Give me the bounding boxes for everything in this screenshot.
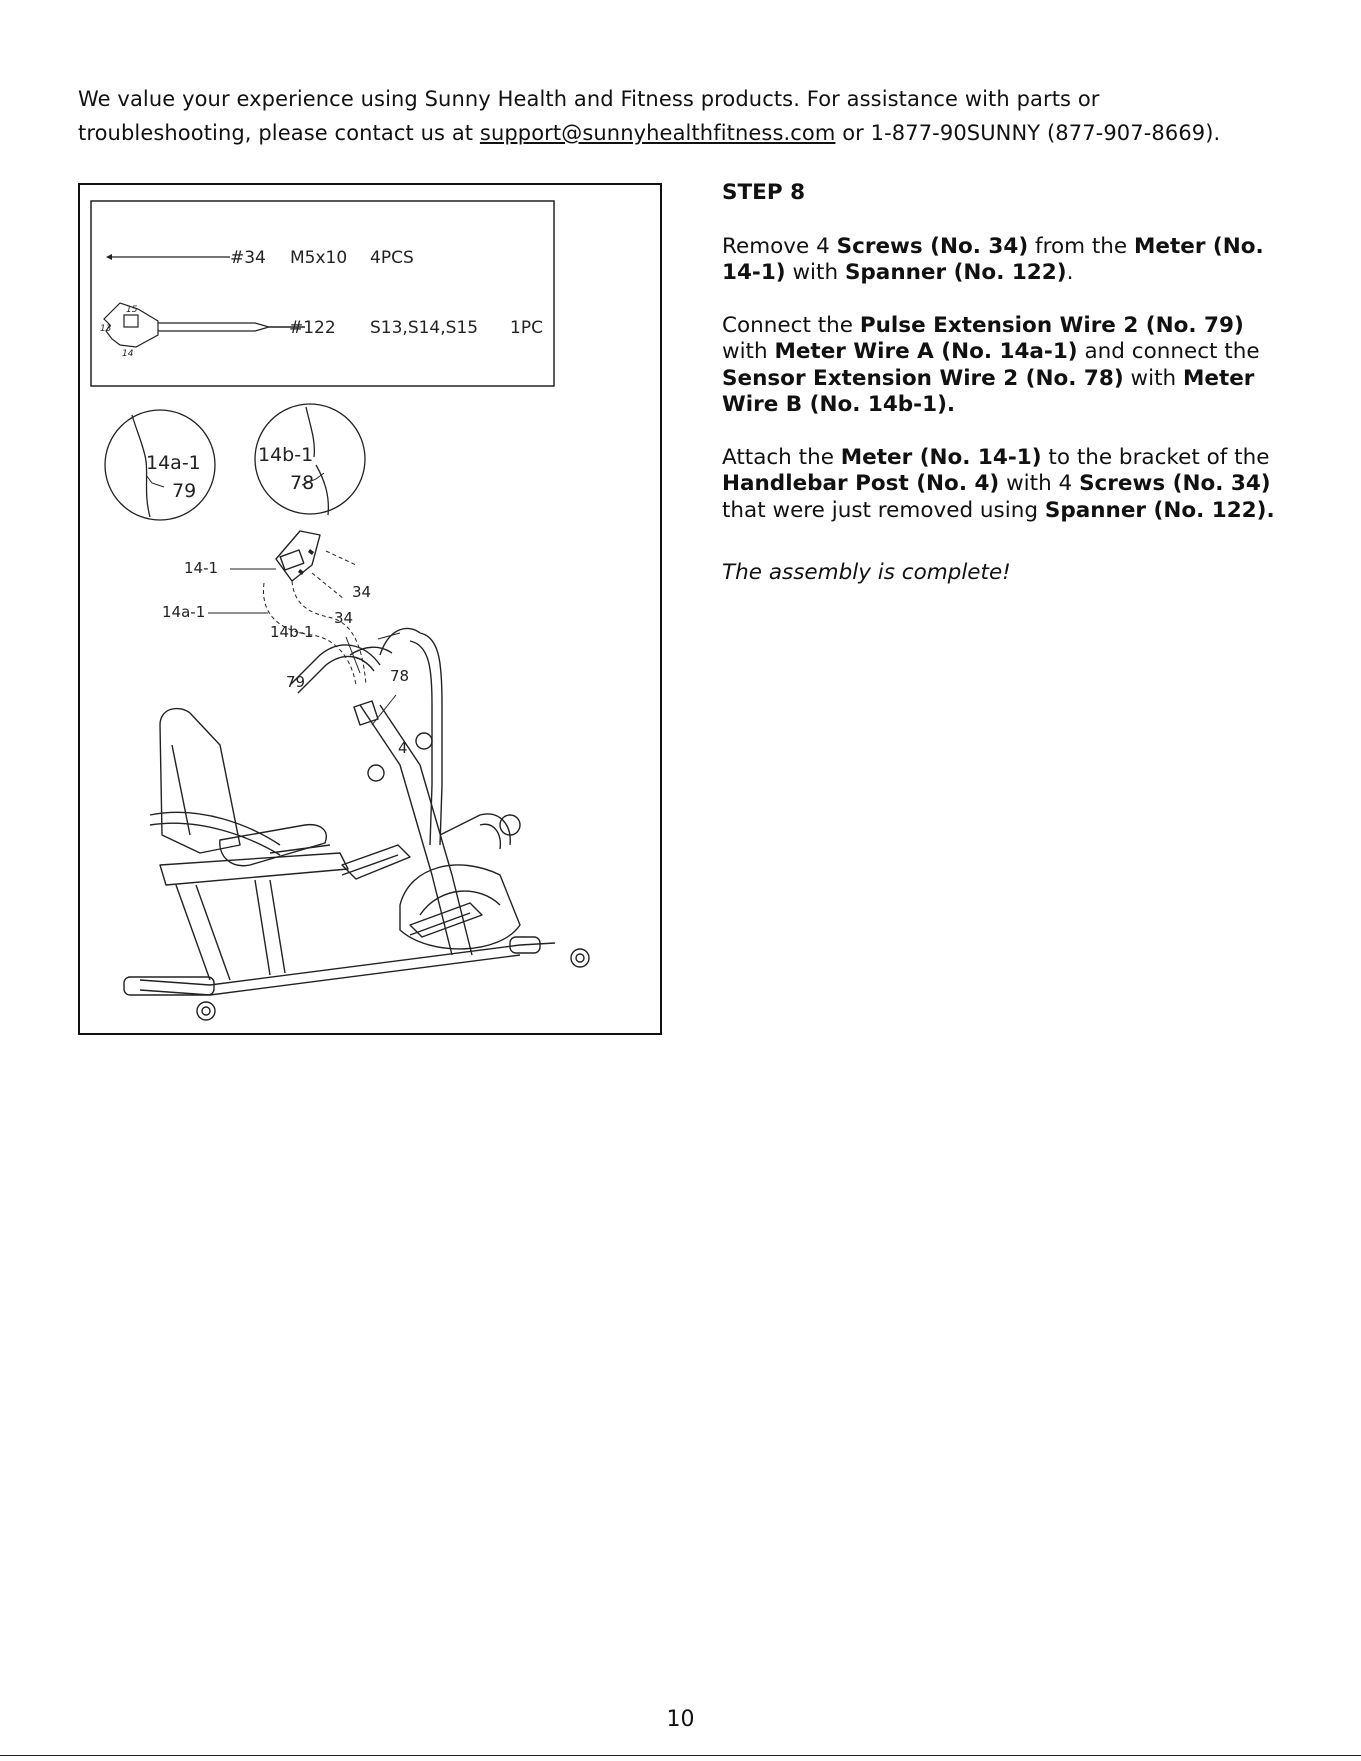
label-screw-top: 34 xyxy=(352,583,372,601)
label-meter: 14-1 xyxy=(184,559,219,577)
assembly-figure xyxy=(78,183,662,1035)
bold-term: Pulse Extension Wire 2 (No. 79) xyxy=(859,312,1244,338)
step-title: STEP 8 xyxy=(722,180,806,205)
bold-term: Spanner (No. 122) xyxy=(844,260,1067,285)
intro-line-2-prefix: troubleshooting, please contact us at xyxy=(78,121,480,145)
text-run: with xyxy=(1123,365,1183,391)
label-ext-79: 79 xyxy=(286,673,306,691)
bold-term: Meter Wire A (No. 14a-1) xyxy=(774,339,1078,364)
spanner-size-label-14: 14 xyxy=(122,349,134,359)
step-paragraph-2 xyxy=(722,313,1288,419)
spanner-part-size: S13,S14,S15 xyxy=(370,318,479,338)
spanner-part-id: #122 xyxy=(289,318,336,338)
step-paragraph-1 xyxy=(722,234,1288,287)
spanner-size-label-15: 15 xyxy=(126,305,138,315)
label-screw-bottom: 34 xyxy=(334,609,354,627)
text-run: with 4 xyxy=(999,471,1080,496)
bold-term: Screws (No. 34) xyxy=(836,233,1029,259)
text-run: Remove 4 xyxy=(722,233,837,259)
footer-rule xyxy=(0,1755,1361,1756)
step-instructions xyxy=(722,180,1288,613)
parts-box xyxy=(91,201,554,386)
callout-right-bottom-label: 78 xyxy=(290,472,315,494)
label-post: 4 xyxy=(398,739,408,757)
bold-term: Spanner (No. 122). xyxy=(1044,497,1275,523)
intro-line-2 xyxy=(78,116,1298,150)
text-run: Attach the xyxy=(722,444,841,470)
bold-term: Meter (No. 14-1) xyxy=(722,233,1264,285)
text-run: with xyxy=(722,339,775,364)
completion-note: The assembly is complete! xyxy=(722,560,1011,585)
label-wire-a: 14a-1 xyxy=(162,603,206,621)
screw-part xyxy=(106,254,230,260)
bold-term: Sensor Extension Wire 2 (No. 78) xyxy=(722,365,1124,391)
text-run: with xyxy=(785,260,845,285)
screw-part-size: M5x10 xyxy=(290,248,348,268)
bold-term: Screws (No. 34) xyxy=(1079,471,1271,496)
callout-right-top-label: 14b-1 xyxy=(258,444,314,466)
bold-term: Handlebar Post (No. 4) xyxy=(722,471,1000,496)
text-run: from the xyxy=(1028,233,1134,259)
intro-line-1: We value your experience using Sunny Health and Fitness products. For assistance with parts or xyxy=(78,87,1100,111)
support-email-link[interactable]: support@sunnyhealthfitness.com xyxy=(479,121,836,145)
screw-part-id: #34 xyxy=(230,248,266,268)
step-paragraph-3 xyxy=(722,445,1288,525)
text-run: and connect the xyxy=(1077,339,1260,364)
bold-term: Meter Wire B (No. 14b-1). xyxy=(722,365,1255,417)
page-number: 10 xyxy=(666,1707,695,1732)
text-run: . xyxy=(1066,260,1074,285)
callout-left-bottom-label: 79 xyxy=(172,480,197,502)
text-run: that were just removed using xyxy=(722,497,1045,523)
callout-left-top-label: 14a-1 xyxy=(146,452,201,474)
bold-term: Meter (No. 14-1) xyxy=(840,444,1042,470)
label-wire-b: 14b-1 xyxy=(270,623,314,641)
text-run: to the bracket of the xyxy=(1041,444,1270,470)
text-run: Connect the xyxy=(722,312,860,338)
spanner-size-label-13: 13 xyxy=(100,324,112,334)
screw-part-qty: 4PCS xyxy=(370,248,414,268)
spanner-part-qty: 1PC xyxy=(510,318,543,338)
intro-line-2-suffix: or 1-877-90SUNNY (877-907-8669). xyxy=(835,121,1221,145)
assembly-diagram xyxy=(80,185,664,1037)
label-ext-78: 78 xyxy=(390,667,410,685)
intro-text xyxy=(78,82,1298,150)
